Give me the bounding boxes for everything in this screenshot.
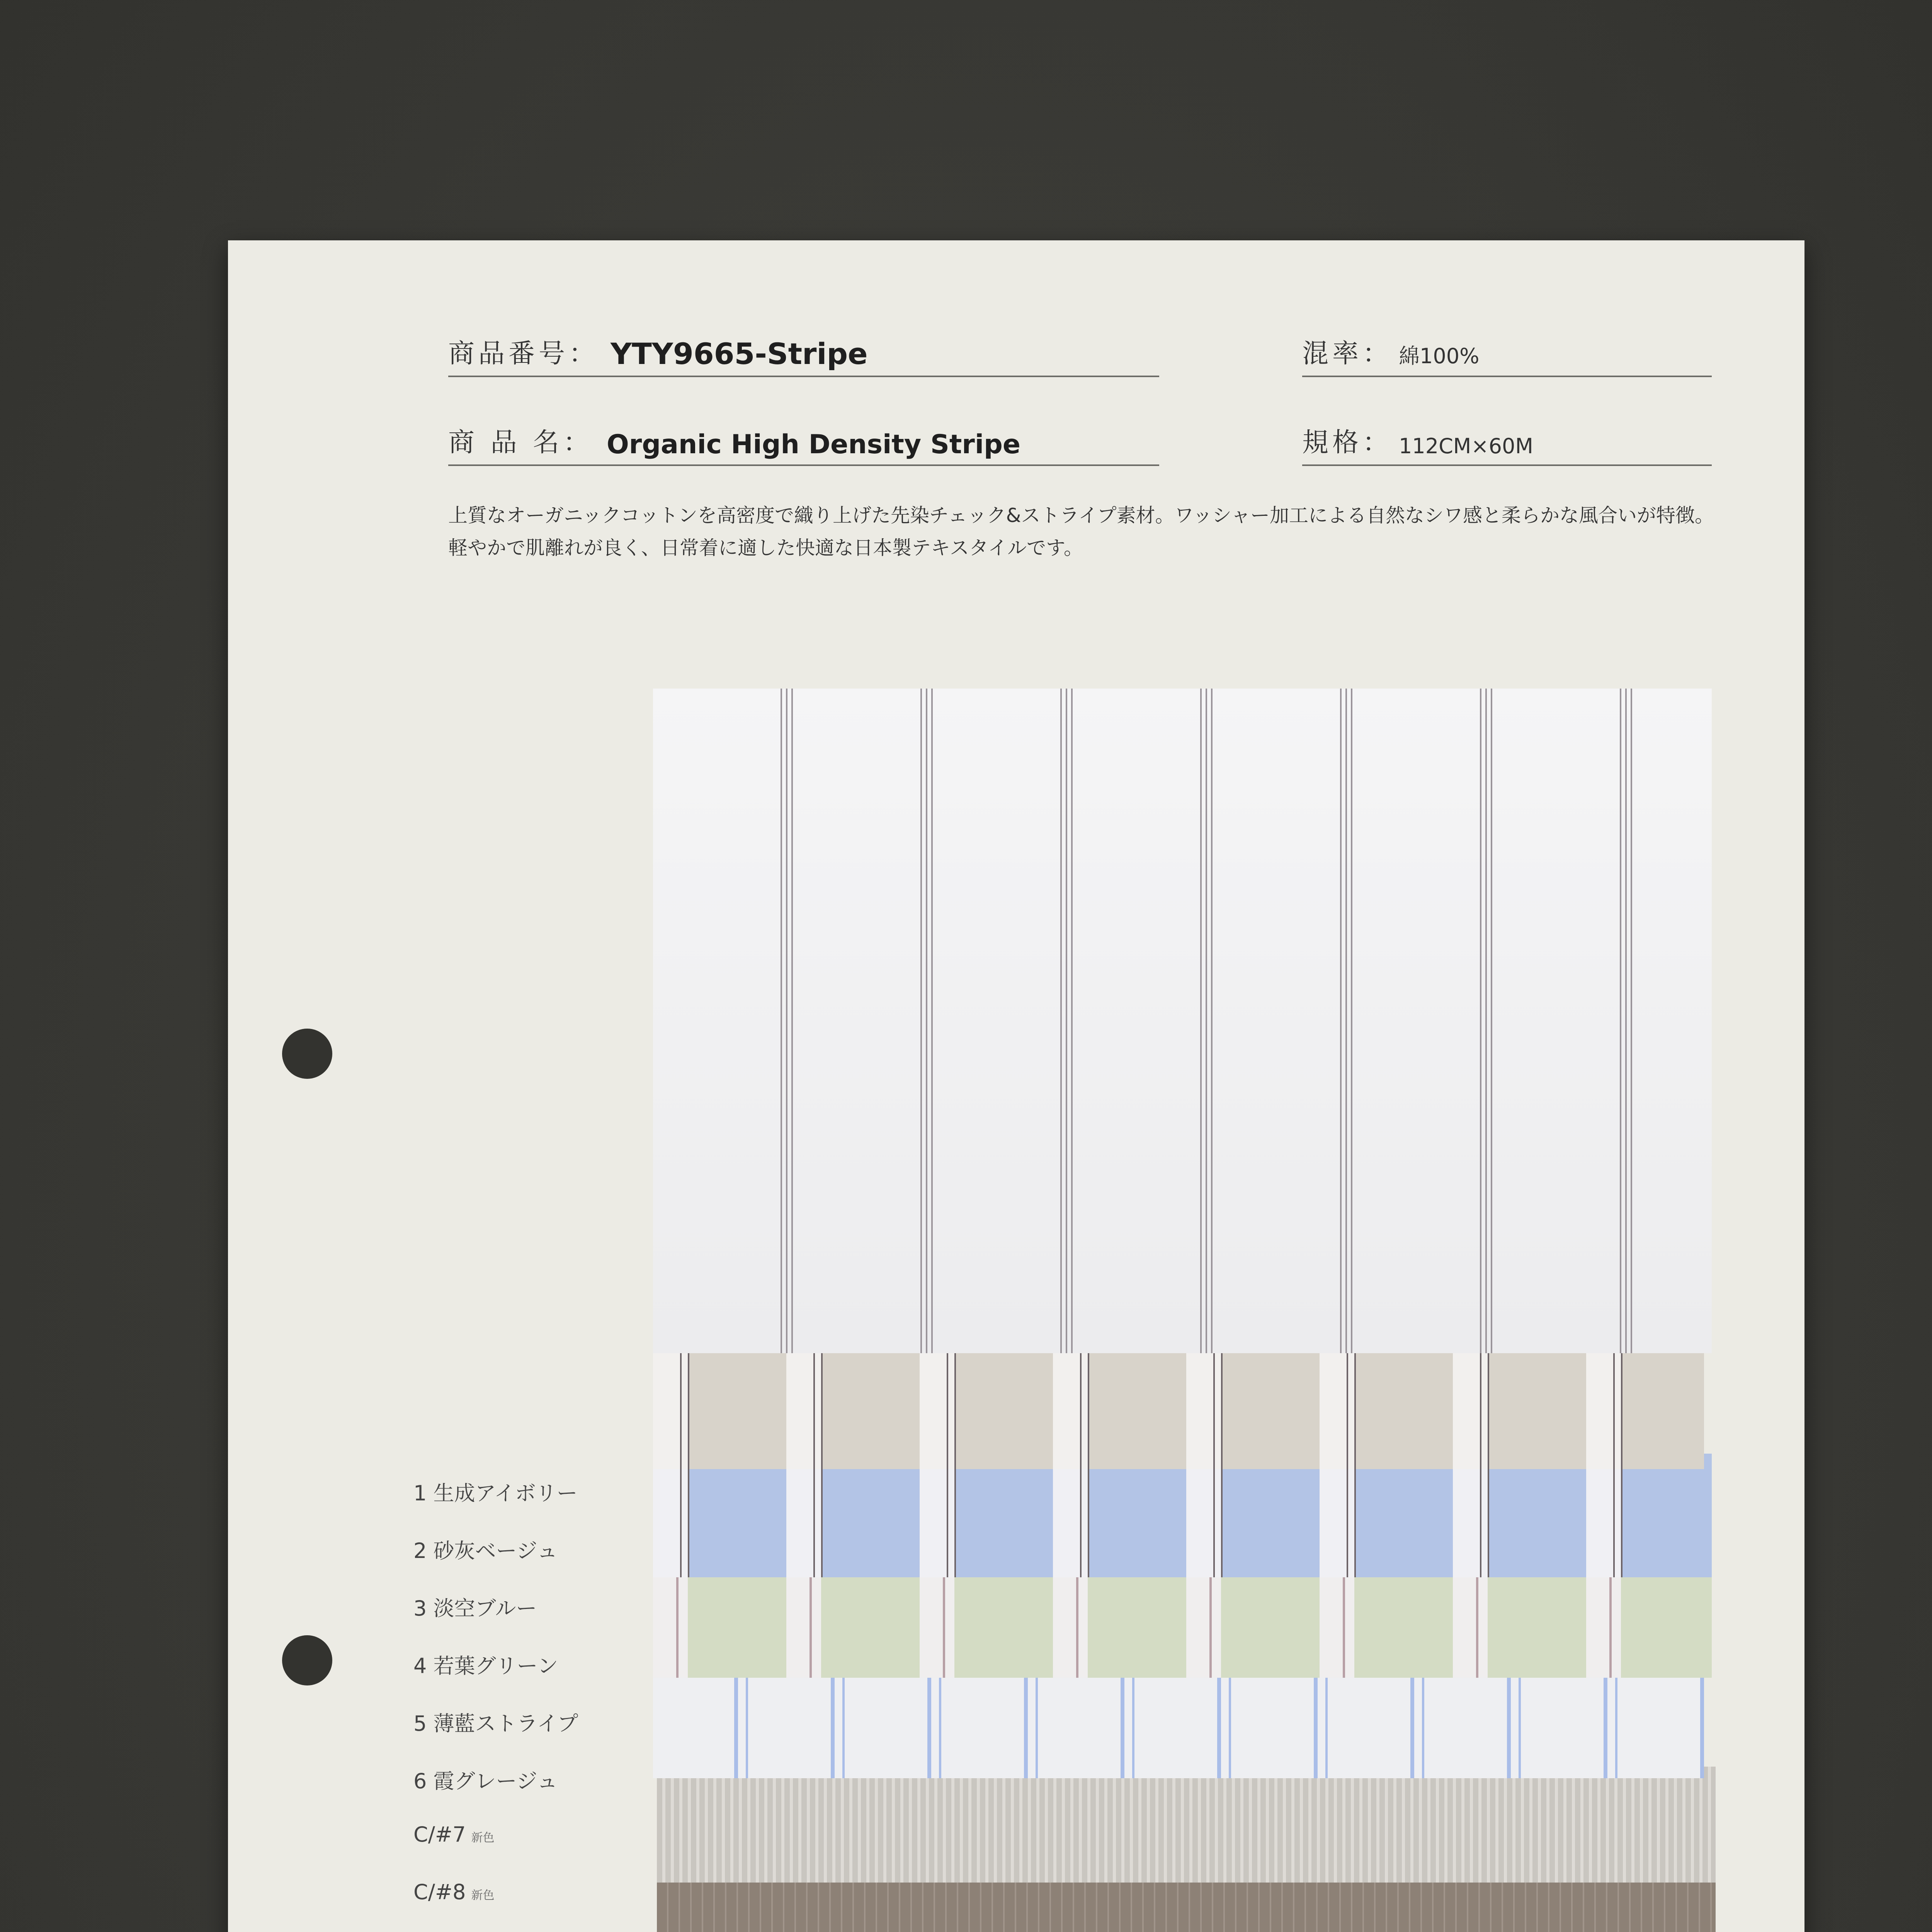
- color-item-4: 4 若葉グリーン: [413, 1654, 558, 1678]
- color-item-5: 5 薄藍ストライプ: [413, 1711, 578, 1736]
- color-item-1: 1 生成アイボリー: [413, 1481, 578, 1505]
- binder-hole-top: [282, 1029, 332, 1079]
- spec-value: 112CM×60M: [1399, 434, 1533, 458]
- swatch-2: [653, 1345, 1704, 1469]
- product-number-field: [448, 333, 1159, 377]
- color-item-7: C/#7 新色: [413, 1822, 495, 1847]
- description-line-2: 軽やかで肌離れが良く、日常着に適した快適な日本製テキスタイルです。: [448, 537, 1083, 559]
- fabric-swatch-stack: [653, 689, 1719, 1932]
- product-number-value: YTY9665-Stripe: [611, 337, 868, 371]
- spec-field: [1302, 422, 1712, 466]
- new-color-note: 新色: [471, 1831, 495, 1845]
- spec-label: 規格：: [1302, 427, 1393, 458]
- swatch-5: [653, 1662, 1704, 1778]
- product-description: [448, 499, 1793, 564]
- swatch-4: [653, 1566, 1712, 1678]
- swatch-1: [653, 689, 1712, 1353]
- color-item-3: 3 淡空ブルー: [413, 1596, 537, 1621]
- description-line-1: 上質なオーガニックコットンを高密度で織り上げた先染チェック&ストライプ素材。ワッシャー加工による自然なシワ感と柔らかな風合いが特徴。: [448, 504, 1714, 527]
- swatch-3: [653, 1454, 1712, 1577]
- color-item-6: 6 霞グレージュ: [413, 1769, 558, 1793]
- product-name-value: Organic High Density Stripe: [607, 429, 1020, 460]
- color-item-8: C/#8 新色: [413, 1880, 495, 1904]
- binder-hole-bottom: [282, 1635, 332, 1685]
- mix-value: 綿100%: [1399, 344, 1480, 368]
- mix-field: [1302, 333, 1712, 377]
- fabric-sample-card: [228, 240, 1804, 1932]
- color-list: [413, 1477, 645, 1932]
- product-name-field: [448, 422, 1159, 466]
- product-number-label: 商品番号：: [448, 338, 599, 369]
- product-name-label: 商 品 名：: [448, 427, 594, 458]
- mix-label: 混率：: [1302, 338, 1393, 369]
- color-item-2: 2 砂灰ベージュ: [413, 1539, 558, 1563]
- new-color-note: 新色: [471, 1889, 495, 1902]
- swatch-6: [657, 1767, 1716, 1883]
